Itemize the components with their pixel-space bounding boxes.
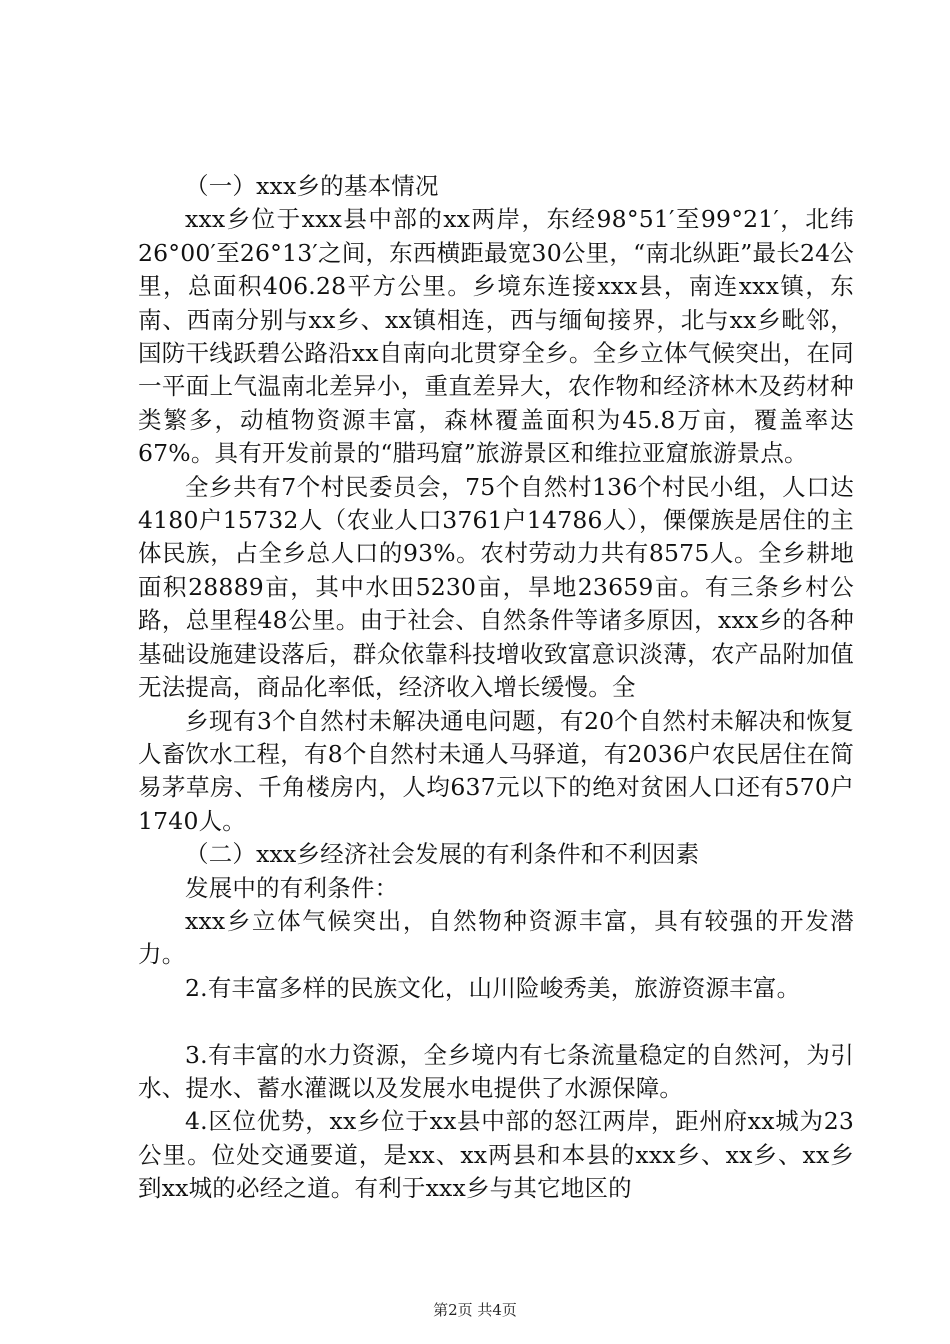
list-item-culture: 2.有丰富多样的民族文化，山川险峻秀美，旅游资源丰富。 xyxy=(185,973,801,1002)
document-body xyxy=(138,170,854,1206)
list-item-climate: xxx乡立体气候突出，自然物种资源丰富，具有较强的开发潜力。 xyxy=(138,906,854,969)
page-footer: 第2页 共4页 xyxy=(433,1301,517,1319)
section-heading-basic-situation: （一）xxx乡的基本情况 xyxy=(185,172,439,200)
section-heading-conditions: （二）xxx乡经济社会发展的有利条件和不利因素 xyxy=(185,840,700,869)
blank-line xyxy=(138,1005,854,1038)
list-item-water: 3.有丰富的水力资源，全乡境内有七条流量稳定的自然河，为引水、提水、蓄水灌溉以及发展水电提供了水源保障。 xyxy=(138,1040,854,1102)
paragraph-infrastructure: 乡现有3个自然村未解决通电问题，有20个自然村未解决和恢复人畜饮水工程，有8个自然村未通人马驿道，有2036户农民居住在简易茅草房、千角楼房内，人均637元以下的绝对贫困人口还有570户1740人。 xyxy=(138,706,854,835)
paragraph-favorable-intro: 发展中的有利条件： xyxy=(185,873,399,902)
paragraph-geography: xxx乡位于xxx县中部的xx两岸，东经98°51′至99°21′，北纬26°00′至26°13′之间，东西横距最宽30公里，“南北纵距”最长24公里，总面积406.28平方公里。乡境东连接xxx县，南连xxx镇，东南、西南分别与xx乡、xx镇相连，西与缅甸接界，北与xx乡毗邻，国防干线跃碧公路沿xx自南向北贯穿全乡。全乡立体气候突出，在同一平面上气温南北差异小，重直差异大，农作物和经济林木及药材种类繁多，动植物资源丰富，森林覆盖面积为45.8万亩，覆盖率达67%。具有开发前景的“腊玛窟”旅游景区和维拉亚窟旅游景点。 xyxy=(138,205,854,468)
list-item-location: 4.区位优势，xx乡位于xx县中部的怒江两岸，距州府xx城为23公里。位处交通要道，是xx、xx两县和本县的xxx乡、xx乡、xx乡到xx城的必经之道。有利于xxx乡与其它地区的 xyxy=(138,1107,854,1203)
paragraph-population: 全乡共有7个村民委员会，75个自然村136个村民小组，人口达4180户15732人（农业人口3761户14786人），傈僳族是居住的主体民族，占全乡总人口的93%。农村劳动力共有8575人。全乡耕地面积28889亩，其中水田5230亩，旱地23659亩。有三条乡村公路，总里程48公里。由于社会、自然条件等诸多原因，xxx乡的各种基础设施建设落后，群众依靠科技增收致富意识淡薄，农产品附加值无法提高，商品化率低，经济收入增长缓慢。全 xyxy=(138,472,854,702)
